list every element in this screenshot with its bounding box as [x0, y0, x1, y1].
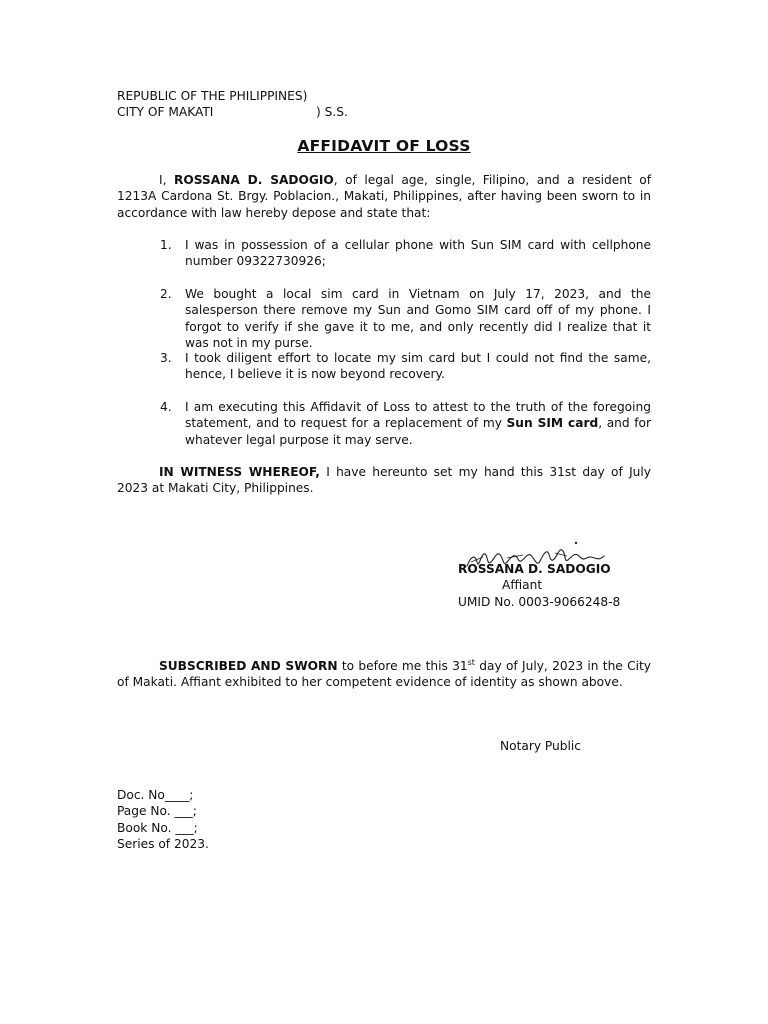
item-number: 3. — [160, 351, 172, 365]
venue-ss: ) S.S. — [316, 105, 348, 120]
statement-list-3 — [160, 350, 651, 383]
subscribed-paragraph — [117, 658, 651, 691]
venue-block — [117, 88, 457, 121]
item-text-pre: I am executing this Affidavit of Loss to attest to the truth of the foregoing statement, and to request for a replacement of my — [185, 400, 651, 431]
intro-pre: I, — [159, 173, 174, 187]
intro-paragraph — [117, 172, 651, 221]
subscribed-pre: to before me this 31 — [337, 659, 468, 673]
item-number: 1. — [160, 238, 172, 252]
notary-label: Notary Public — [500, 739, 581, 753]
venue-republic: REPUBLIC OF THE PHILIPPINES) — [117, 89, 308, 103]
witness-text: I have hereunto set my hand this 31st day of July 2023 at Makati City, Philippines. — [117, 465, 651, 496]
item-text-post: , and for whatever legal purpose it may serve. — [185, 416, 651, 447]
item-text: We bought a local sim card in Vietnam on July 17, 2023, and the salesperson there remove my Sun and Gomo SIM card off of my phone. I forgot to verify if she gave it to me, and only recently did I realize that it was not in my purse. — [185, 287, 651, 350]
venue-city: CITY OF MAKATI — [117, 105, 214, 120]
witness-lead: IN WITNESS WHEREOF, — [159, 465, 320, 479]
item-text: I was in possession of a cellular phone with Sun SIM card with cellphone number 09322730926; — [185, 238, 651, 269]
venue-city-row — [117, 104, 457, 120]
list-item — [160, 286, 651, 351]
series-year: Series of 2023. — [117, 836, 209, 851]
doc-number: Doc. No____; — [117, 788, 194, 802]
page-number: Page No. ___; — [117, 804, 197, 819]
item-text: I took diligent effort to locate my sim card but I could not find the same, hence, I believe it is now beyond recovery. — [185, 351, 651, 382]
document-title: AFFIDAVIT OF LOSS — [297, 137, 471, 155]
subscribed-post: day of July, 2023 in the City of Makati. Affiant exhibited to her competent evidence of identity as shown above. — [117, 659, 651, 690]
witness-paragraph — [117, 464, 651, 497]
signatory-id: UMID No. 0003-9066248-8 — [458, 594, 621, 609]
list-item — [160, 399, 651, 448]
item-text-bold: Sun SIM card — [506, 416, 599, 431]
item-number: 2. — [160, 287, 172, 301]
book-number: Book No. ___; — [117, 820, 198, 835]
statement-list-1 — [160, 237, 651, 270]
notarial-register — [117, 787, 317, 852]
item-number: 4. — [160, 400, 172, 414]
affiant-name: ROSSANA D. SADOGIO — [173, 173, 334, 187]
intro-post: , of legal age, single, Filipino, and a resident of 1213A Cardona St. Brgy. Poblacion., Makati, Philippines, after having been sworn to in accordance with law hereby depose and state that: — [117, 173, 652, 220]
statement-list-2 — [160, 286, 651, 351]
list-item — [160, 350, 651, 383]
list-item — [160, 237, 651, 270]
statement-list-4 — [160, 399, 651, 448]
subscribed-sup: st — [467, 658, 475, 667]
subscribed-lead: SUBSCRIBED AND SWORN — [159, 659, 338, 673]
signatory-role: Affiant — [502, 578, 543, 593]
signatory-name: ROSSANA D. SADOGIO — [458, 562, 611, 576]
handwritten-signature — [463, 540, 613, 578]
